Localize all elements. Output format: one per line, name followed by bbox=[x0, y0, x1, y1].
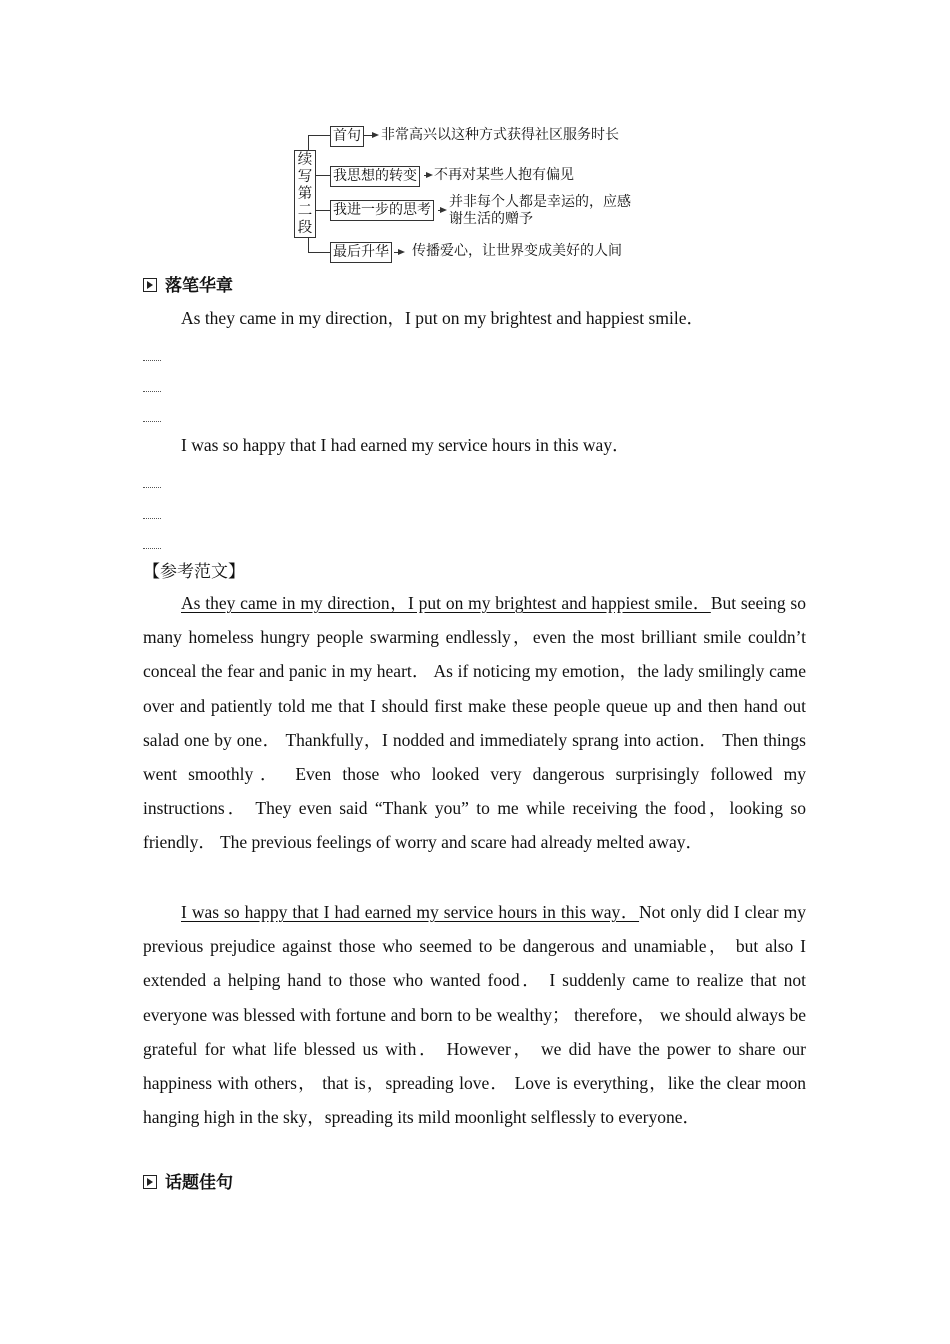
prompt-sentence: I was so happy that I had earned my service hours in this way． bbox=[181, 435, 630, 455]
mind-map-connector bbox=[316, 175, 330, 176]
mind-map-connector bbox=[316, 210, 330, 211]
arrow-right-icon bbox=[398, 249, 405, 255]
mind-map-branch-text: 非常高兴以这种方式获得社区服务时长 bbox=[381, 127, 619, 143]
arrow-right-icon bbox=[426, 172, 433, 178]
mind-map-branch-label: 最后升华 bbox=[330, 242, 392, 263]
writing-line bbox=[143, 518, 161, 519]
reference-paragraph bbox=[143, 895, 806, 1134]
reference-heading: 【参考范文】 bbox=[143, 562, 245, 582]
mind-map-root: 续 写 第 二 段 bbox=[294, 150, 316, 238]
underlined-sentence: I was so happy that I had earned my service hours in this way． bbox=[181, 902, 640, 922]
section-heading: 落笔华章 bbox=[143, 275, 233, 297]
mind-map-connector bbox=[308, 238, 309, 252]
mind-map-branch-label: 首句 bbox=[330, 126, 364, 147]
section-heading: 话题佳句 bbox=[143, 1172, 233, 1194]
mind-map-branch-text: 传播爱心，让世界变成美好的人间 bbox=[412, 243, 622, 259]
reference-paragraph bbox=[143, 586, 806, 860]
writing-line bbox=[143, 360, 161, 361]
arrow-right-icon bbox=[440, 207, 447, 213]
play-icon bbox=[143, 278, 157, 292]
prompt-sentence: As they came in my direction，I put on my brightest and happiest smile． bbox=[181, 308, 704, 328]
play-icon bbox=[143, 1175, 157, 1189]
mind-map-branch-text: 不再对某些人抱有偏见 bbox=[434, 167, 574, 183]
mind-map-branch-text: 谢生活的赠予 bbox=[449, 211, 533, 227]
writing-line bbox=[143, 391, 161, 392]
paragraph-text: Not only did I clear my previous prejudice against those who seemed to be dangerous and unamiable， but also I extended a helping hand to those who wanted food． I suddenly came to realize that not everyone was blessed with fortune and born to be wealthy； therefore， we should always be grateful for what life blessed us with． However， we did have the power to share our happiness with others， that is，spreading love． Love is everything，like the clear moon hanging high in the sky，spreading its mild moonlight selflessly to everyone． bbox=[143, 902, 806, 1128]
paragraph-text: But seeing so many homeless hungry people swarming endlessly，even the most brilliant smile couldn’t conceal the fear and panic in my heart． As if noticing my emotion，the lady smilingly came over and patiently told me that I should first make these people queue up and then hand out salad one by one． Thankfully，I nodded and immediately sprang into action． Then things went smoothly． Even those who looked very dangerous surprisingly followed my instructions． They even said “Thank you” to me while receiving the food，looking so friendly． The previous feelings of worry and scare had already melted away． bbox=[143, 593, 806, 853]
arrow-right-icon bbox=[372, 132, 379, 138]
writing-line bbox=[143, 487, 161, 488]
underlined-sentence: As they came in my direction，I put on my brightest and happiest smile． bbox=[181, 593, 711, 613]
mind-map-branch-label: 我进一步的思考 bbox=[330, 200, 434, 221]
mind-map-connector bbox=[308, 135, 309, 150]
mind-map-branch-text: 并非每个人都是幸运的，应感 bbox=[449, 194, 631, 210]
writing-line bbox=[143, 421, 161, 422]
mind-map-connector bbox=[308, 252, 330, 253]
mind-map-branch-label: 我思想的转变 bbox=[330, 166, 420, 187]
writing-line bbox=[143, 548, 161, 549]
mind-map-connector bbox=[308, 135, 330, 136]
